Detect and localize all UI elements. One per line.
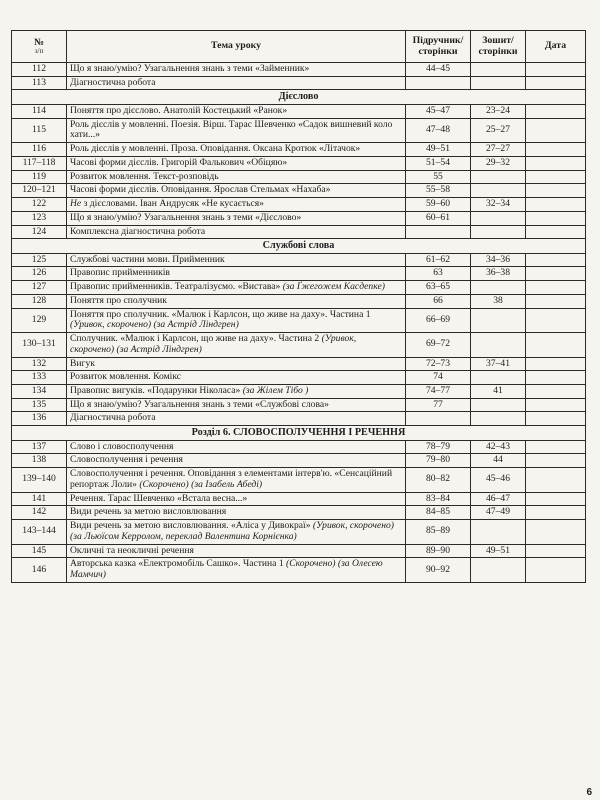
table-row: [12, 156, 586, 170]
lesson-number: 124: [12, 225, 67, 239]
header-date: Дата: [526, 31, 586, 63]
lesson-number: 126: [12, 267, 67, 281]
textbook-pages: 60–61: [406, 211, 471, 225]
lesson-topic: [67, 281, 406, 295]
lesson-topic-text: Авторська казка «Електромобіль Сашко». Частина 1: [70, 558, 287, 570]
lesson-topic-text: Правопис вигуків. «Подарунки Ніколаса»: [70, 385, 243, 396]
lesson-topic-italic: Не: [70, 198, 82, 210]
workbook-pages: [471, 520, 526, 544]
lesson-number: 141: [12, 492, 67, 506]
header-number-sub: з/п: [34, 47, 44, 56]
lesson-date: [526, 211, 586, 225]
table-row: [12, 398, 586, 412]
section-row: [12, 90, 586, 104]
lesson-date: [526, 440, 586, 454]
table-row: [12, 558, 586, 582]
table-row: [12, 357, 586, 371]
textbook-pages: 49–51: [406, 143, 471, 157]
textbook-pages: 77: [406, 398, 471, 412]
table-row: [12, 170, 586, 184]
textbook-pages: 69–72: [406, 333, 471, 357]
lesson-number: 123: [12, 211, 67, 225]
lesson-number: 139–140: [12, 468, 67, 492]
workbook-pages: 27–27: [471, 143, 526, 157]
lesson-date: [526, 398, 586, 412]
lesson-number: 113: [12, 76, 67, 90]
lesson-topic: [67, 308, 406, 332]
workbook-pages: [471, 371, 526, 385]
section-title: Розділ 6. СЛОВОСПОЛУЧЕННЯ І РЕЧЕННЯ: [12, 426, 586, 440]
workbook-pages: [471, 225, 526, 239]
lesson-topic-text: Окличні та неокличні речення: [70, 544, 194, 556]
lesson-topic-text: Службові частини мови. Прийменник: [70, 253, 225, 265]
table-row: [12, 225, 586, 239]
table-row: [12, 104, 586, 118]
lesson-date: [526, 308, 586, 332]
lesson-topic-text: Роль дієслів у мовленні. Поезія. Вірш. Тарас Шевченко «Садок вишневий коло хати...»: [70, 118, 393, 141]
lesson-date: [526, 385, 586, 399]
textbook-pages: [406, 225, 471, 239]
lesson-number: 125: [12, 253, 67, 267]
textbook-pages: 61–62: [406, 253, 471, 267]
lesson-number: 119: [12, 170, 67, 184]
textbook-pages: 55–58: [406, 184, 471, 198]
textbook-pages: 66–69: [406, 308, 471, 332]
textbook-pages: 66: [406, 294, 471, 308]
lesson-date: [526, 118, 586, 142]
workbook-pages: 45–46: [471, 468, 526, 492]
table-row: [12, 308, 586, 332]
lesson-date: [526, 492, 586, 506]
lesson-topic-text: Що я знаю/умію? Узагальнення знань з теми «Займенник»: [70, 63, 310, 74]
textbook-pages: 63: [406, 267, 471, 281]
textbook-pages: 55: [406, 170, 471, 184]
lesson-date: [526, 468, 586, 492]
lesson-date: [526, 412, 586, 426]
workbook-pages: [471, 63, 526, 77]
page-number: 6: [586, 787, 592, 798]
workbook-pages: [471, 281, 526, 295]
lesson-topic: [67, 143, 406, 157]
workbook-pages: 34–36: [471, 253, 526, 267]
lesson-topic: [67, 156, 406, 170]
table-row: [12, 492, 586, 506]
textbook-pages: 59–60: [406, 198, 471, 212]
lesson-number: 117–118: [12, 156, 67, 170]
lesson-topic: [67, 371, 406, 385]
workbook-pages: 38: [471, 294, 526, 308]
lesson-date: [526, 143, 586, 157]
workbook-pages: 32–34: [471, 198, 526, 212]
lesson-topic: [67, 385, 406, 399]
lesson-date: [526, 170, 586, 184]
lesson-date: [526, 333, 586, 357]
textbook-pages: 80–82: [406, 468, 471, 492]
textbook-pages: 51–54: [406, 156, 471, 170]
table-row: [12, 143, 586, 157]
workbook-pages: [471, 76, 526, 90]
lesson-number: 122: [12, 198, 67, 212]
table-row: [12, 333, 586, 357]
lesson-date: [526, 506, 586, 520]
lesson-topic-text: Часові форми дієслів. Оповідання. Ярослав Стельмах «Нахаба»: [70, 184, 331, 196]
workbook-pages: [471, 333, 526, 357]
lesson-date: [526, 281, 586, 295]
lesson-topic: [67, 104, 406, 118]
lesson-number: 128: [12, 294, 67, 308]
lesson-date: [526, 371, 586, 385]
table-row: [12, 63, 586, 77]
workbook-pages: 44: [471, 454, 526, 468]
lesson-topic-text: Сполучник. «Малюк і Карлсон, що живе на даху». Частина 2: [70, 333, 322, 345]
workbook-pages: [471, 412, 526, 426]
lesson-date: [526, 156, 586, 170]
lesson-topic-text: Що я знаю/умію? Узагальнення знань з теми «Дієслово»: [70, 211, 302, 223]
lesson-topic: [67, 63, 406, 77]
table-row: [12, 294, 586, 308]
workbook-pages: 41: [471, 385, 526, 399]
lesson-date: [526, 253, 586, 267]
table-header-row: [12, 31, 586, 63]
section-row: [12, 239, 586, 253]
lesson-number: 132: [12, 357, 67, 371]
workbook-pages: 42–43: [471, 440, 526, 454]
lesson-date: [526, 454, 586, 468]
lesson-topic-text: Роль дієслів у мовленні. Проза. Оповідання. Оксана Кротюк «Літачок»: [70, 143, 361, 155]
lesson-number: 133: [12, 371, 67, 385]
lesson-date: [526, 63, 586, 77]
lesson-number: 112: [12, 63, 67, 77]
workbook-pages: 47–49: [471, 506, 526, 520]
table-row: [12, 371, 586, 385]
lesson-topic: [67, 544, 406, 558]
lesson-topic-text: Слово і словосполучення: [70, 440, 174, 452]
lesson-number: 137: [12, 440, 67, 454]
lesson-number: 129: [12, 308, 67, 332]
lesson-topic: [67, 225, 406, 239]
lesson-topic-source: (за Ґжегожем Касдепке): [282, 281, 385, 293]
lesson-date: [526, 520, 586, 544]
lesson-number: 146: [12, 558, 67, 582]
table-row: [12, 454, 586, 468]
workbook-pages: [471, 211, 526, 225]
lesson-topic-text: Розвиток мовлення. Текст-розповідь: [70, 170, 219, 182]
textbook-pages: 74–77: [406, 385, 471, 399]
section-title: Дієслово: [12, 90, 586, 104]
lesson-topic-text: Діагностична робота: [70, 412, 156, 424]
lesson-topic-text: Поняття про сполучник: [70, 294, 167, 306]
table-row: [12, 118, 586, 142]
lesson-date: [526, 198, 586, 212]
lesson-date: [526, 294, 586, 308]
lesson-topic: [67, 198, 406, 212]
table-row: [12, 76, 586, 90]
textbook-pages: 85–89: [406, 520, 471, 544]
workbook-pages: 37–41: [471, 357, 526, 371]
lesson-number: 136: [12, 412, 67, 426]
lesson-number: 127: [12, 281, 67, 295]
section-row: [12, 426, 586, 440]
workbook-pages: 46–47: [471, 492, 526, 506]
lesson-topic-source: (Уривок, скорочено) (за Астрід Ліндгрен): [70, 333, 357, 355]
textbook-pages: 90–92: [406, 558, 471, 582]
table-row: [12, 506, 586, 520]
lesson-topic-text: Комплексна діагностична робота: [70, 225, 206, 237]
lesson-topic: [67, 492, 406, 506]
lesson-number: 116: [12, 143, 67, 157]
workbook-pages: [471, 398, 526, 412]
lesson-topic-text: Речення. Тарас Шевченко «Встала весна...»: [70, 492, 248, 504]
textbook-pages: 83–84: [406, 492, 471, 506]
workbook-pages: [471, 308, 526, 332]
table-row: [12, 184, 586, 198]
lesson-topic-text: Вигук: [70, 357, 95, 369]
lesson-topic-source: (за Жілем Тібо ): [242, 385, 309, 396]
lesson-date: [526, 225, 586, 239]
textbook-pages: 44–45: [406, 63, 471, 77]
workbook-pages: [471, 558, 526, 582]
lesson-topic: [67, 558, 406, 582]
textbook-pages: 84–85: [406, 506, 471, 520]
lesson-date: [526, 184, 586, 198]
lesson-topic: [67, 253, 406, 267]
lesson-topic-text: Види речень за метою висловлювання: [70, 506, 227, 518]
lesson-number: 134: [12, 385, 67, 399]
lesson-topic: [67, 440, 406, 454]
header-topic: Тема уроку: [67, 31, 406, 63]
lesson-topic-source: (Скорочено) (за Ізабель Абеді): [139, 478, 263, 490]
lesson-date: [526, 267, 586, 281]
textbook-pages: 72–73: [406, 357, 471, 371]
lesson-topic: [67, 118, 406, 142]
lesson-topic: [67, 506, 406, 520]
table-row: [12, 412, 586, 426]
lesson-topic-text: Часові форми дієслів. Григорій Фалькович «Обіцяю»: [70, 156, 288, 168]
workbook-pages: [471, 184, 526, 198]
lesson-number: 138: [12, 454, 67, 468]
lesson-topic: [67, 267, 406, 281]
table-row: [12, 267, 586, 281]
lesson-topic: [67, 184, 406, 198]
lesson-topic: [67, 520, 406, 544]
lesson-date: [526, 104, 586, 118]
lesson-topic-text: Поняття про сполучник. «Малюк і Карлсон, що живе на даху». Частина 1: [70, 308, 371, 320]
lesson-topic-source: (Скорочено) (за Олесею Мамчич): [70, 558, 383, 580]
lesson-topic-text: Правопис прийменників. Театралізуємо. «Вистава»: [70, 281, 283, 293]
workbook-pages: 36–38: [471, 267, 526, 281]
table-row: [12, 253, 586, 267]
workbook-pages: 23–24: [471, 104, 526, 118]
lesson-number: 130–131: [12, 333, 67, 357]
lesson-topic: [67, 170, 406, 184]
workbook-pages: 29–32: [471, 156, 526, 170]
section-title: Службові слова: [12, 239, 586, 253]
lesson-date: [526, 357, 586, 371]
table-row: [12, 385, 586, 399]
lesson-topic: [67, 468, 406, 492]
lesson-number: 143–144: [12, 520, 67, 544]
textbook-pages: 78–79: [406, 440, 471, 454]
textbook-pages: 45–47: [406, 104, 471, 118]
table-row: [12, 440, 586, 454]
lesson-topic-text: Розвиток мовлення. Комікс: [70, 371, 182, 383]
lesson-number: 120–121: [12, 184, 67, 198]
workbook-pages: 25–27: [471, 118, 526, 142]
table-row: [12, 468, 586, 492]
lesson-topic-text: Види речень за метою висловлювання. «Аліса у Дивокраї»: [70, 520, 313, 532]
lesson-topic: [67, 412, 406, 426]
lesson-topic: [67, 294, 406, 308]
table-row: [12, 281, 586, 295]
lesson-topic-source: (Уривок, скорочено) (за Льюїсом Керролом, переклад Валентина Корнієнка): [70, 520, 394, 542]
lesson-topic: [67, 454, 406, 468]
lesson-topic: [67, 357, 406, 371]
lesson-plan-table: [11, 30, 586, 583]
workbook-pages: 49–51: [471, 544, 526, 558]
textbook-pages: 63–65: [406, 281, 471, 295]
lesson-topic-text: Що я знаю/умію? Узагальнення знань з теми «Службові слова»: [70, 398, 329, 410]
lesson-number: 114: [12, 104, 67, 118]
lesson-topic-source: (Уривок, скорочено) (за Астрід Ліндгрен): [70, 319, 239, 331]
lesson-topic: [67, 76, 406, 90]
lesson-topic-text: Поняття про дієслово. Анатолій Костецький «Ранок»: [70, 104, 288, 116]
header-number: № з/п: [12, 31, 67, 63]
workbook-pages: [471, 170, 526, 184]
lesson-date: [526, 544, 586, 558]
header-textbook: Підручник/ сторінки: [406, 31, 471, 63]
lesson-topic: [67, 211, 406, 225]
textbook-pages: 89–90: [406, 544, 471, 558]
table-row: [12, 211, 586, 225]
lesson-topic-text: Словосполучення і речення. Оповідання з елементами інтерв'ю. «Сенсаційний репортаж Лоли»: [70, 468, 393, 490]
lesson-number: 142: [12, 506, 67, 520]
textbook-pages: 74: [406, 371, 471, 385]
textbook-pages: 47–48: [406, 118, 471, 142]
textbook-pages: [406, 412, 471, 426]
lesson-number: 145: [12, 544, 67, 558]
textbook-pages: 79–80: [406, 454, 471, 468]
lesson-topic-text: Діагностична робота: [70, 76, 156, 88]
lesson-number: 115: [12, 118, 67, 142]
header-workbook: Зошит/ сторінки: [471, 31, 526, 63]
lesson-topic-text: Правопис прийменників: [70, 267, 170, 279]
textbook-pages: [406, 76, 471, 90]
table-row: [12, 544, 586, 558]
lesson-topic-text: з дієсловами. Іван Андрусяк «Не кусається»: [81, 198, 264, 210]
table-row: [12, 198, 586, 212]
lesson-topic-text: Словосполучення і речення: [70, 454, 183, 466]
lesson-date: [526, 76, 586, 90]
table-row: [12, 520, 586, 544]
lesson-date: [526, 558, 586, 582]
lesson-topic: [67, 398, 406, 412]
lesson-number: 135: [12, 398, 67, 412]
lesson-topic: [67, 333, 406, 357]
table-body: [12, 63, 586, 583]
